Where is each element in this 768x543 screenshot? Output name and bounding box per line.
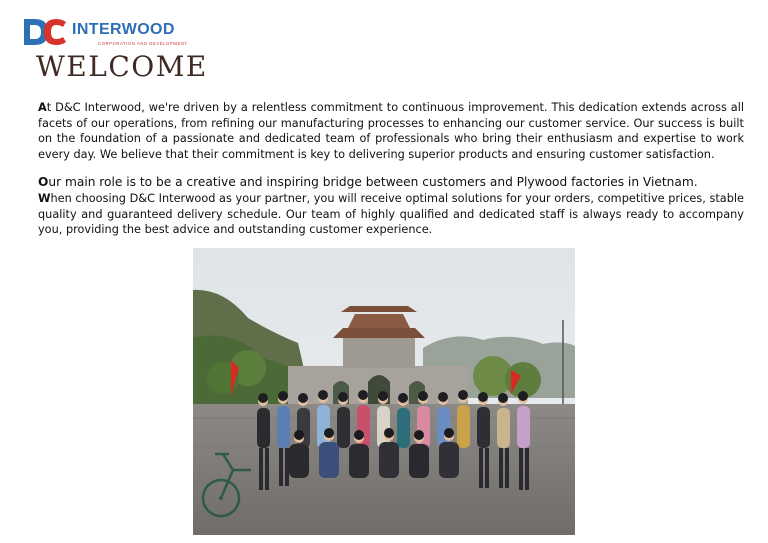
paragraph-text: ur main role is to be a creative and inspiring bridge between customers and Plywood factories in Vietnam. [48,175,698,189]
intro-paragraph [38,100,744,162]
team-group-photo [193,248,575,535]
drop-initial: O [38,175,49,189]
page-title: WELCOME [36,50,208,83]
partner-paragraph [38,191,744,238]
paragraph-text: t D&C Interwood, we're driven by a relentless commitment to continuous improvement. This dedication extends across all facets of our operations, from refining our manufacturing processes to enhancing our customer service. Our success is built on the foundation of a passionate and dedicated team of professionals who bring their enthusiasm and expertise to work every day. We believe that their commitment is key to delivering superior products and ensuring customer satisfaction. [38,101,744,161]
drop-initial: W [38,192,51,205]
dc-logo-mark-icon [22,16,68,48]
company-logo [22,16,192,50]
brand-name: INTERWOOD [72,21,175,38]
drop-initial: A [38,101,47,114]
paragraph-text: hen choosing D&C Interwood as your partner, you will receive optimal solutions for your orders, competitive prices, stable quality and guaranteed delivery schedule. Our team of highly qualified and dedicated staff is always ready to accompany you, providing the best advice and outstanding customer experience. [38,192,744,237]
brand-tagline: CORPORATION AND DEVELOPMENT [98,41,188,46]
role-paragraph [38,175,744,191]
